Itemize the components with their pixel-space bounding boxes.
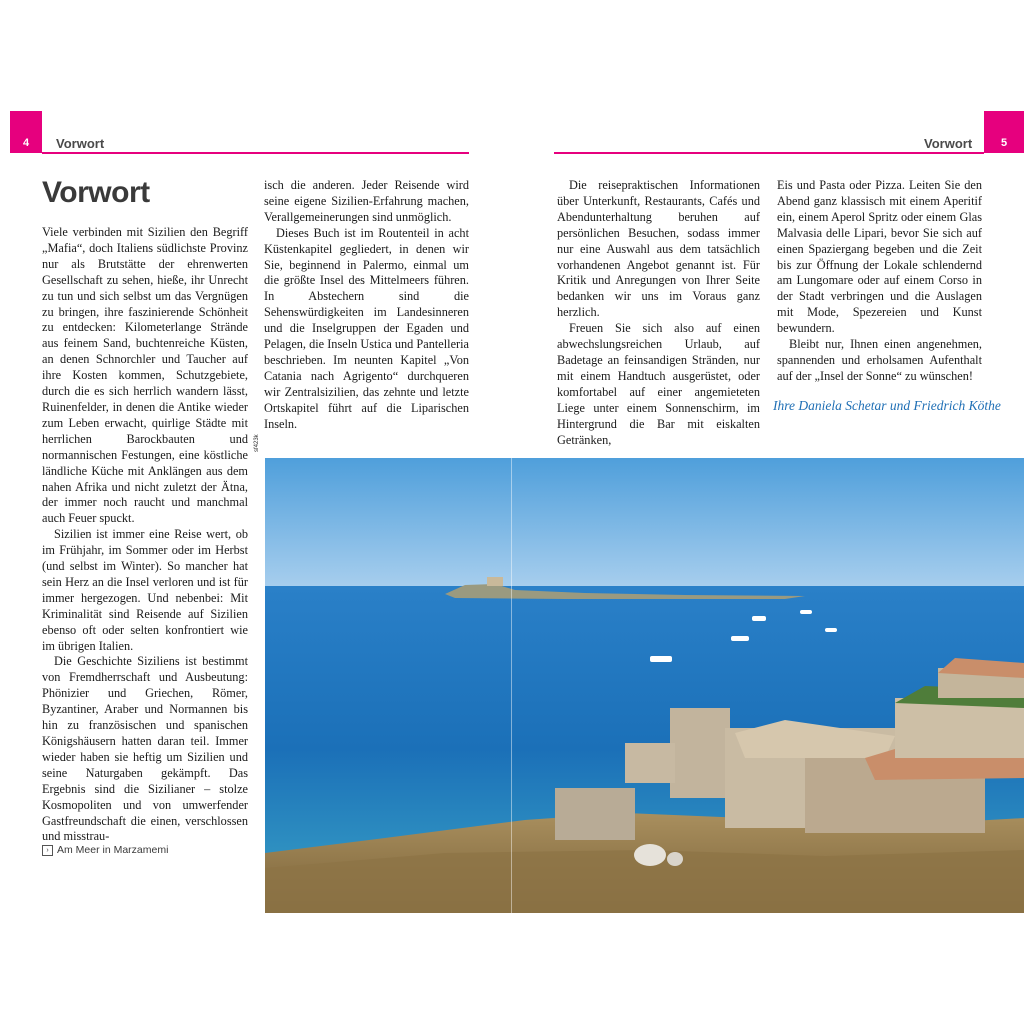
running-head: Vorwort <box>56 136 105 151</box>
header-rule <box>42 152 469 154</box>
paragraph: Eis und Pasta oder Pizza. Leiten Sie den Abend ganz klassisch mit einem Aperitif ein, einem Aperol Spritz oder einem Glas Malvasia delle Lipari, bevor Sie sich auf einen Spaziergang begeben und die Zeit bis zur Öffnung der Lokale schlendernd am Lungomare oder auf einem Corso in der Stadt verbringen und die Auslagen mit Mode, Spezereien und Kunst bewundern. <box>777 178 982 336</box>
paragraph: Die Geschichte Siziliens ist bestimmt von Fremdherrschaft und Ausbeutung: Phönizier und Griechen, Römer, Byzantiner, Araber und Normannen bis hin zu französischen und spanischen Königshäusern hatten daran teil. Immer wieder haben sie heftig um Sizilien und seine Naturgaben gekämpft. Das Ergebnis sind die Sizilianer – stolze Kosmopoliten und von umwerfender Gastfreundschaft die einen, verschlossen und misstrau- <box>42 654 248 844</box>
text-column-4 <box>777 178 982 385</box>
text-column-1 <box>42 225 248 845</box>
coastal-photo <box>265 458 1024 913</box>
text-column-2 <box>264 178 469 433</box>
header-rule <box>554 152 984 154</box>
photo-credit: sf423k <box>254 434 260 452</box>
paragraph: Bleibt nur, Ihnen einen angenehmen, spannenden und erholsamen Aufenthalt auf der „Insel der Sonne“ zu wünschen! <box>777 337 982 383</box>
paragraph: Sizilien ist immer eine Reise wert, ob im Frühjahr, im Sommer oder im Herbst (und selbst im Winter). So mancher hat sein Herz an die Insel verloren und ist für immer hergezogen. Und nebenbei: Mit Kriminalität sind Reisende auf Sizilien ebenso oft oder selten konfrontiert wie im übrigen Italien. <box>42 527 248 653</box>
paragraph: Viele verbinden mit Sizilien den Begriff „Mafia“, doch Italiens südlichste Provinz nur als Brutstätte der ehrenwerten Gesellschaft zu sehen, hieße, ihr Unrecht zu tun und sich selbst um das Vergnügen zu bringen, ihre faszinierende Schönheit zu entdecken: Kilometerlange Strände aus feinem Sand, buchtenreiche Küsten, an denen Schnorchler und Taucher auf ihre Kosten kommen, Schutzgebiete, durch die es sich herrlich wandern lässt, Ruinenfelder, in denen die Antike wieder zum Leben erwacht, quirlige Städte mit herrlichen Barockbauten und normannischen Festungen, eine köstliche ländliche Küche mit Anklängen aus dem nahen Afrika und nicht zuletzt der Ätna, der immer noch raucht und manchmal auch Feuer spuckt. <box>42 225 248 526</box>
text-column-3 <box>557 178 760 448</box>
photo-caption <box>42 844 168 856</box>
paragraph: Freuen Sie sich also auf einen abwechslungsreichen Urlaub, auf Badetage an feinsandigen Stränden, nur mit einem Handtuch ausgerüstet, oder komfortabel auf einer angemieteten Liege unter einem Sonnenschirm, im Hintergrund die Bar mit eiskalten Getränken, <box>557 321 760 447</box>
author-signature: Ihre Daniela Schetar und Friedrich Köthe <box>773 398 1001 413</box>
page-gutter <box>511 458 512 913</box>
caption-text: Am Meer in Marzamemi <box>57 844 169 856</box>
running-head: Vorwort <box>924 136 973 151</box>
arrow-box-icon: › <box>42 845 53 856</box>
page-number-tab: 4 <box>10 111 42 153</box>
page-number-tab: 5 <box>984 111 1024 153</box>
page-title: Vorwort <box>42 176 150 209</box>
paragraph: isch die anderen. Jeder Reisende wird seine eigene Sizilien-Erfahrung machen, Verallgemeinerungen sind unmöglich. <box>264 178 469 224</box>
paragraph: Die reisepraktischen Informationen über Unterkunft, Restaurants, Cafés und Abendunterhaltung beruhen auf persönlichen Besuchen, sodass immer nur eine Auswahl aus dem tatsächlich vorhandenen Angebot genannt ist. Für Kritik und Anregungen von Ihrer Seite bedanken wir uns im Voraus ganz herzlich. <box>557 178 760 320</box>
paragraph: Dieses Buch ist im Routenteil in acht Küstenkapitel gegliedert, in denen wir Sie, beginnend in Palermo, einmal um die größte Insel des Mittelmeers führen. In Abstechern sind die Sehenswürdigkeiten im Landesinneren und die Inselgruppen der Egaden und Pelagen, die Inseln Ustica und Pantelleria beschrieben. Im neunten Kapitel „Von Catania nach Agrigento“ durchqueren wir Zentralsizilien, das zehnte und letzte Ortskapitel führt auf die Liparischen Inseln. <box>264 225 469 431</box>
